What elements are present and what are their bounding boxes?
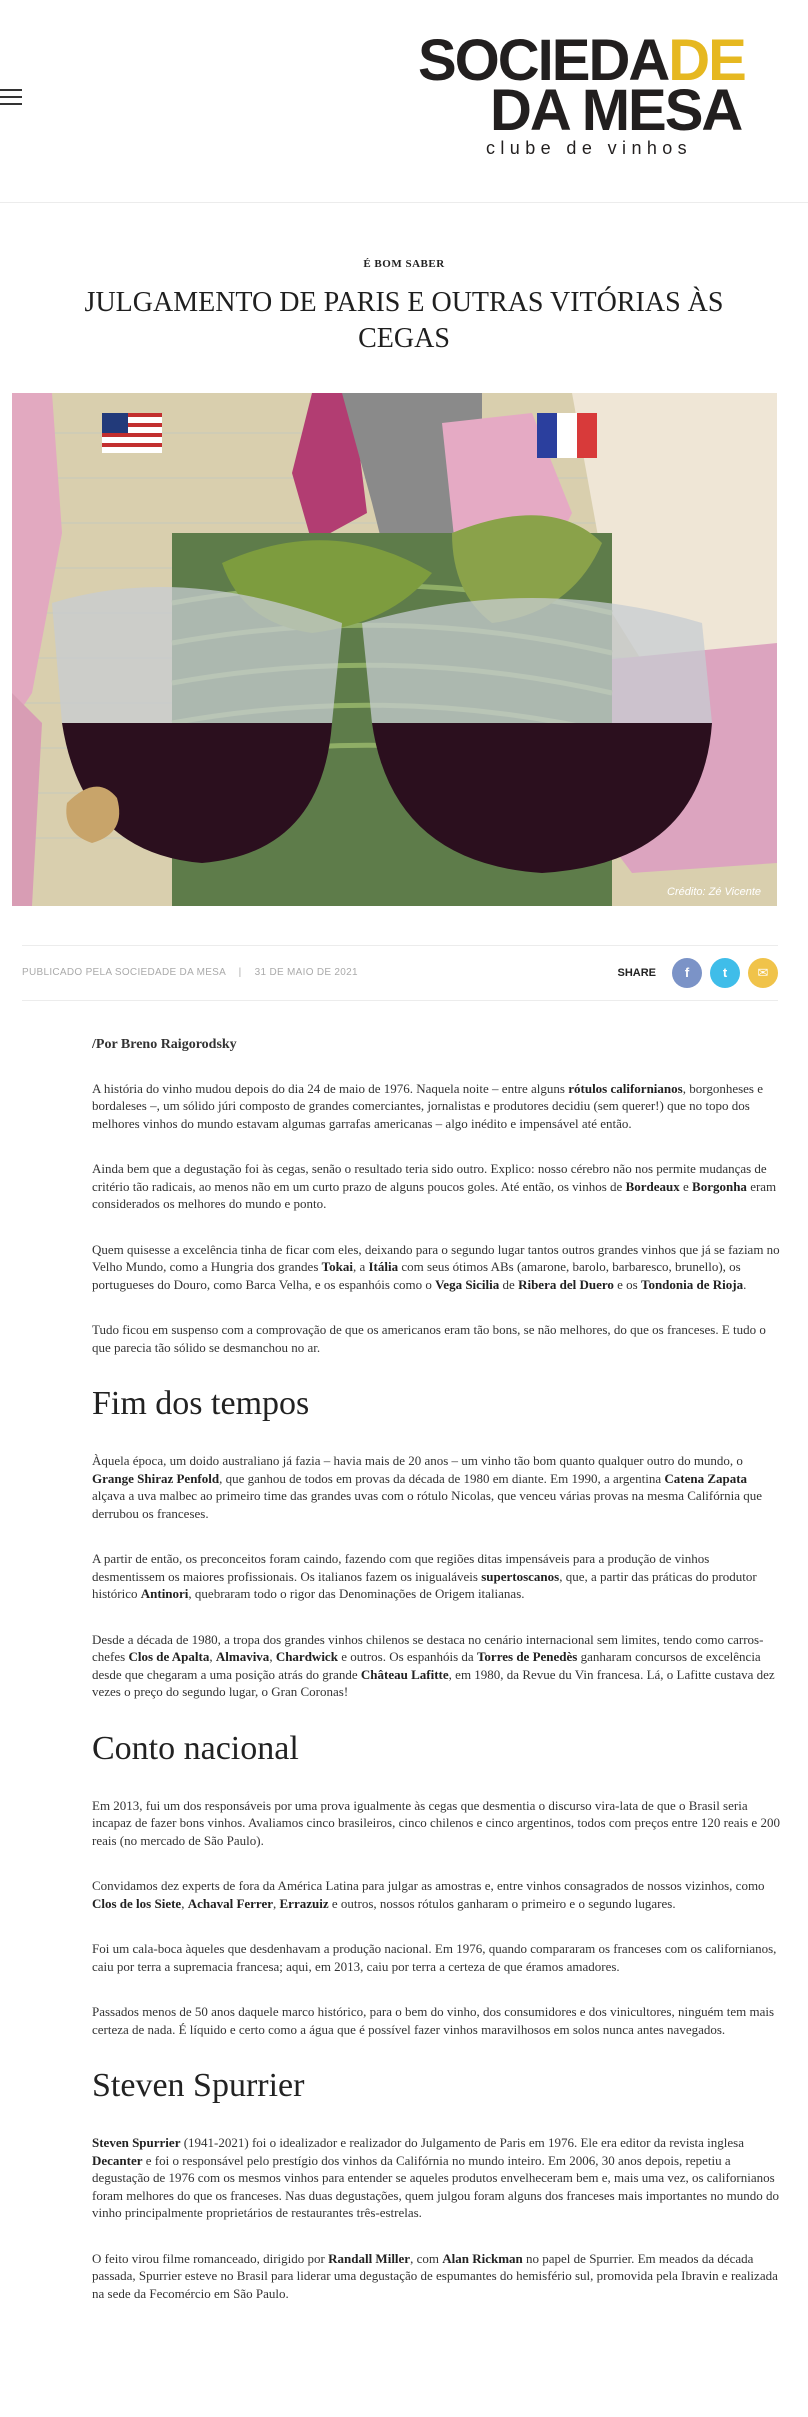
paragraph: Quem quisesse a excelência tinha de ficar com eles, deixando para o segundo lugar tantos outros grandes vinhos que já se faziam no Velho Mundo, como a Hungria dos grandes Tokai, a Itália com seus ótimos ABs (amarone, barolo, barbaresco, brunello), os portugueses do Douro, como Barca Velha, e os espanhóis como o Vega Sicilia de Ribera del Duero e os Tondonia de Rioja. [92,1241,780,1292]
menu-icon[interactable] [0,89,22,107]
logo-tagline: clube de vinhos [486,138,693,158]
logo-line-1: SOCIEDADE [418,28,745,93]
section-heading: Fim dos tempos [92,1385,310,1422]
share-bar [617,958,778,988]
share-label: SHARE [617,967,656,979]
paragraph: Em 2013, fui um dos responsáveis por uma prova igualmente às cegas que desmentia o discurso vira-lata de que o Brasil seria incapaz de fazer bons vinhos. Avaliamos cinco brasileiros, cinco chilenos e cinco argentinos, todos com preços entre 120 reais e 200 reais (no mercado de São Paulo). [92,1797,780,1848]
publish-info [22,967,358,978]
site-logo[interactable] [418,28,758,164]
publish-date: 31 DE MAIO DE 2021 [254,967,358,978]
twitter-share-button[interactable]: t [710,958,740,988]
paragraph: Tudo ficou em suspenso com a comprovação de que os americanos eram tão bons, se não melhores, do que os franceses. E tudo o que parecia tão sólido se desmanchou no ar. [92,1322,766,1355]
site-header [0,0,808,203]
section-heading: Conto nacional [92,1729,299,1767]
author-link[interactable]: PUBLICADO PELA SOCIEDADE DA MESA [22,967,226,978]
facebook-share-button[interactable]: f [672,958,702,988]
paragraph: Convidamos dez experts de fora da América Latina para julgar as amostras e, entre vinhos consagrados de nossos vizinhos, como Clos de los Siete, Achaval Ferrer, Errazuiz e outros, nossos rótulos ganharam o primeiro e o segundo lugares. [92,1878,765,1911]
paragraph: Passados menos de 50 anos daquele marco histórico, para o bem do vinho, dos consumidores e dos vinicultores, ninguém tem mais certeza de nada. É líquido e certo como a água que é possível fazer vinhos maravilhosos em solos nunca antes navegados. [92,2004,775,2037]
section-heading: Steven Spurrier [92,2067,305,2104]
paragraph: Àquela época, um doido australiano já fazia – havia mais de 20 anos – um vinho tão bom quanto qualquer outro do mundo, o Grange Shiraz Penfold, que ganhou de todos em provas da década de 1980 em diante. Em 1990, a argentina Catena Zapata alçava a uva malbec ao primeiro time das grandes uvas com o rótulo Nicolas, que venceu várias provas na mesma Califórnia que derrubou os franceses. [92,1453,762,1521]
email-share-button[interactable]: ✉ [748,958,778,988]
byline: /Por Breno Raigorodsky [92,1037,237,1052]
logo-line-2: DA MESA [490,78,742,143]
paragraph: Ainda bem que a degustação foi às cegas, senão o resultado teria sido outro. Explico: nosso cérebro não nos permite mudanças de critério tão radicais, ao menos não em um curto prazo de alguns poucos goles. Até então, os vinhos de Bordeaux e Borgonha eram considerados os melhores do mundo e ponto. [92,1161,777,1211]
hero-image [12,393,777,906]
article-kicker[interactable]: É BOM SABER [363,258,445,270]
article-title: JULGAMENTO DE PARIS E OUTRAS VITÓRIAS ÀS CEGAS [84,287,724,354]
article-body [92,1036,782,2330]
paragraph: Foi um cala-boca àqueles que desdenhavam a produção nacional. Em 1976, quando compararam os franceses com os californianos, caiu por terra a supremacia francesa; aqui, em 2013, caiu por terra a certeza de que éramos amadores. [92,1941,777,1974]
paragraph: Desde a década de 1980, a tropa dos grandes vinhos chilenos se destaca no cenário internacional sem limites, tendo como carros-chefes Clos de Apalta, Almaviva, Chardwick e outros. Os espanhóis da Torres de Penedès ganharam concursos de excelência desde que chegaram a uma posição atrás do grande Château Lafitte, em 1980, da Revue du Vin francesa. Lá, o Lafitte custava dez vezes o preço do segundo lugar, o Gran Coronas! [92,1631,775,1699]
paragraph: A partir de então, os preconceitos foram caindo, fazendo com que regiões ditas impensáveis para a produção de vinhos desmentissem os maiores profissionais. Os italianos fazem os inigualáveis supertoscanos, que, a partir das práticas do produtor histórico Antinori, quebraram todo o rigor das Denominações de Origem italianas. [92,1551,757,1601]
paragraph: Steven Spurrier (1941-2021) foi o idealizador e realizador do Julgamento de Paris em 1976. Ele era editor da revista inglesa Decanter e foi o responsável pelo prestígio dos vinhos da Califórnia no mundo inteiro. Em 2006, 30 anos depois, repetiu a degustação de 1976 com os mesmos vinhos para entender se aqueles produtos envelheceram bem e, mais uma vez, os californianos foram melhores do que os franceses. Nas duas degustações, quem julgou foram alguns dos franceses mais importantes no mundo do vinho principalmente proprietários de restaurantes três-estrelas. [92,2135,780,2220]
paragraph: A história do vinho mudou depois do dia 24 de maio de 1976. Naquela noite – entre alguns rótulos californianos, borgonheses e bordaleses –, um sólido júri composto de grandes comerciantes, jornalistas e produtores decidiu (sem querer!) que no topo dos melhores vinhos do mundo estavam algumas garrafas americanas – algo inédito e impensável até então. [92,1080,763,1131]
meta-separator: | [238,967,242,978]
article-meta [22,945,778,1001]
image-credit: Crédito: Zé Vicente [667,886,761,898]
hero-illustration [12,393,777,906]
paragraph: O feito virou filme romanceado, dirigido por Randall Miller, com Alan Rickman no papel de Spurrier. Em meados da década passada, Spurrier esteve no Brasil para liderar uma degustação de espumantes do hemisfério sul, promovida pela Ibravin e realizada na sede da Fecomércio em São Paulo. [92,2250,778,2301]
